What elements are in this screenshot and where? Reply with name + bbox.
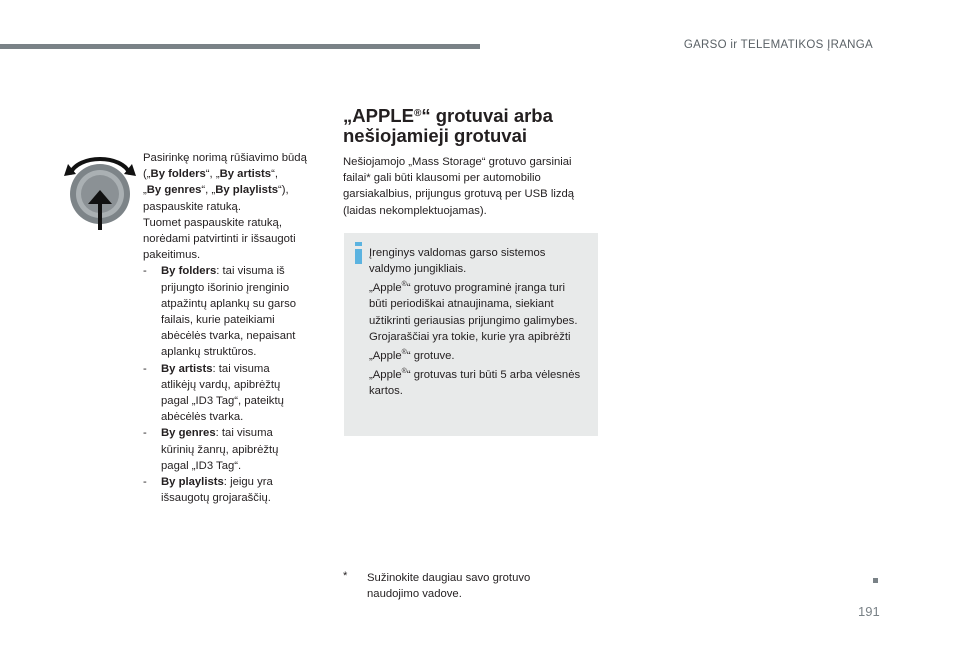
- intro-line: Tuomet paspauskite ratuką,: [143, 216, 282, 229]
- header-bar: [0, 44, 480, 49]
- info-note: [344, 233, 598, 436]
- section-title: GARSO ir TELEMATIKOS ĮRANGA: [683, 39, 873, 51]
- intro-line: paspauskite ratuką.: [143, 200, 241, 213]
- intro-paragraph: Nešiojamojo „Mass Storage“ grotuvo garsiniai failai* gali būti klausomi per automobilio garsiakalbius, prijungus grotuvą per USB lizdą (laidas nekomplektuojamas).: [343, 156, 575, 217]
- intro-line: „By genres“, „By playlists“),: [143, 184, 289, 197]
- list-item: - By playlists: jeigu yra išsaugotų grojaraščių.: [143, 476, 273, 505]
- page-title: „APPLE®“ grotuvai arba nešiojamieji grotuvai: [343, 105, 553, 146]
- intro-line: norėdami patvirtinti ir išsaugoti: [143, 233, 296, 246]
- page-number: 191: [858, 604, 880, 619]
- intro-line: pakeitimus.: [143, 249, 201, 262]
- intro-line: („By folders“, „By artists“,: [143, 168, 278, 181]
- rotary-knob-icon: [64, 150, 136, 230]
- note-text: Įrenginys valdomas garso sistemos valdymo jungikliais. „Apple®“ grotuvo programinė įranga turi būti periodiškai atnaujinama, siekiant užtikrinti geriausias prijungimo galimybes. Grojaraščiai yra tokie, kurie yra apibrėžti „Apple®“ grotuve. „Apple®“ grotuvas turi būti 5 arba vėlesnės kartos.: [369, 247, 581, 397]
- sorting-instructions: [143, 150, 328, 506]
- footnote: * Sužinokite daugiau savo grotuvo naudojimo vadove.: [343, 570, 531, 601]
- page-marker: [873, 578, 878, 583]
- list-item: - By folders: tai visuma iš prijungto išorinio įrenginio atpažintų aplankų su garso failais, kurie pateikiami abėcėlės tvarka, nepaisant aplankų struktūros.: [143, 265, 297, 359]
- list-item: - By genres: tai visuma kūrinių žanrų, apibrėžtų pagal „ID3 Tag“.: [143, 427, 279, 472]
- info-icon: [354, 242, 363, 264]
- list-item: - By artists: tai visuma atlikėjų vardų, apibrėžtų pagal „ID3 Tag“, pateiktų abėcėlės tvarka.: [143, 362, 284, 424]
- intro-line: Pasirinkę norimą rūšiavimo būdą: [143, 152, 307, 164]
